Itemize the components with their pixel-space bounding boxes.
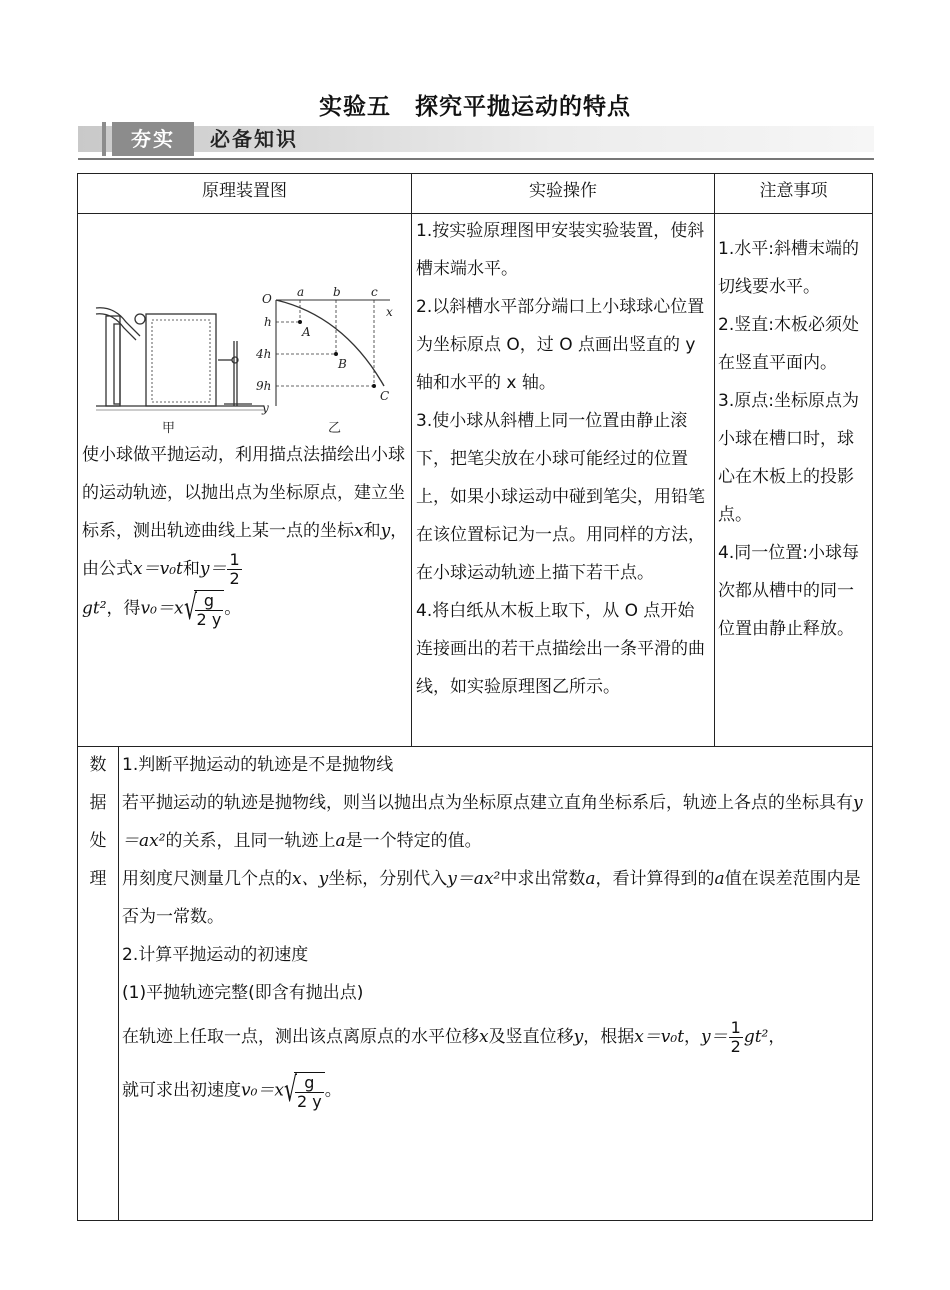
data-para-2	[122, 860, 870, 936]
eq-y-lhs: y＝	[701, 1027, 728, 1047]
data-heading-2: 2.计算平抛运动的初速度	[122, 945, 309, 965]
data-para-3c: ，根据	[583, 1027, 635, 1047]
data-radical-sign: √	[284, 1070, 298, 1110]
col-divider-2	[714, 174, 715, 746]
data-heading-3: (1)平抛轨迹完整(即含有抛出点)	[122, 983, 364, 1003]
point-A-marker	[298, 320, 302, 324]
operation-step-4: 4.将白纸从木板上取下，从 O 点开始连接画出的若干点描绘出一条平滑的曲线，如实验原理图乙所示。	[416, 601, 705, 697]
data-frac-den: 2	[730, 1036, 741, 1056]
principle-var-x: x	[354, 521, 364, 541]
principle-var-y: y	[380, 521, 391, 541]
data-sqrt-den: 2 y	[297, 1091, 322, 1111]
col-divider-data	[118, 746, 119, 1220]
data-processing-label	[78, 746, 118, 898]
principle-formula-x: x＝v₀t	[133, 559, 183, 579]
header-principle: 原理装置图	[202, 181, 287, 201]
note-4: 4.同一位置:小球每次都从槽中的同一位置由静止释放。	[718, 543, 859, 639]
data-para-3d: ，	[768, 1027, 786, 1047]
apparatus-diagram-left	[96, 308, 264, 410]
experiment-table	[77, 173, 873, 1221]
sqrt-expression	[184, 588, 225, 629]
data-para-2b: 坐标，分别代入	[328, 869, 448, 889]
data-para-2a: 用刻度尺测量几个点的	[122, 869, 292, 889]
banner-label: 必备知识	[210, 127, 298, 151]
tick-4h: 4h	[256, 347, 272, 361]
label-a: a	[297, 286, 305, 299]
operation-steps	[416, 212, 710, 706]
label-c: c	[371, 286, 378, 299]
fraction-num: 1	[229, 549, 240, 569]
radical-sign: √	[183, 588, 197, 628]
label-x: x	[386, 305, 393, 319]
section-banner	[78, 120, 874, 158]
caption-jia: 甲	[162, 421, 176, 436]
label-O: O	[262, 292, 272, 306]
note-1: 1.水平:斜槽末端的切线要水平。	[718, 239, 859, 297]
eq-v0: v₀＝x	[241, 1080, 285, 1101]
banner-tag: 夯实	[112, 122, 194, 156]
apparatus-figure	[84, 286, 406, 436]
principle-v0: v₀＝x	[140, 598, 184, 619]
data-fraction-half	[729, 1019, 743, 1056]
var-xy: x、y	[292, 869, 329, 889]
var-a-3: a	[714, 869, 725, 889]
tick-h: h	[264, 315, 272, 329]
var-y-disp: y	[573, 1027, 584, 1047]
data-para-4b: 。	[324, 1080, 342, 1101]
label-C: C	[380, 389, 390, 403]
banner-rule	[78, 158, 874, 160]
col-divider-1	[411, 174, 412, 746]
principle-text	[82, 436, 408, 629]
principle-text-2: 和	[363, 521, 381, 541]
data-para-2e: 值在误差范围内是否为一常数。	[122, 869, 861, 927]
data-sep: ，	[684, 1027, 702, 1047]
data-heading-1: 1.判断平抛运动的轨迹是不是抛物线	[122, 755, 394, 775]
principle-text-6: 。	[224, 598, 242, 619]
label-B: B	[338, 357, 347, 371]
label-char-1: 数	[89, 755, 107, 775]
data-para-3a: 在轨迹上任取一点，测出该点离原点的水平位移	[122, 1027, 479, 1047]
data-para-3	[122, 1018, 870, 1056]
page-title: 实验五 探究平抛运动的特点	[319, 94, 631, 120]
principle-formula-gt2: gt²	[82, 598, 107, 619]
notes-list	[718, 230, 868, 648]
eq-parabola-2: y＝ax²	[447, 869, 501, 889]
label-b: b	[333, 286, 341, 299]
var-x-disp: x	[479, 1027, 489, 1047]
label-y: y	[262, 401, 269, 415]
header-operation: 实验操作	[529, 181, 597, 201]
label-char-3: 处	[89, 831, 107, 851]
point-B-marker	[334, 352, 338, 356]
data-para-2d: ，看计算得到的	[595, 869, 715, 889]
fraction-half	[227, 551, 241, 588]
label-A: A	[302, 325, 311, 339]
banner-strip	[78, 126, 874, 152]
var-a-2: a	[585, 869, 596, 889]
operation-step-3: 3.使小球从斜槽上同一位置由静止滚下，把笔尖放在小球可能经过的位置上，如果小球运动中碰到笔尖，用铅笔在该位置标记为一点。用同样的方法，在小球运动轨迹上描下若干点。	[416, 411, 705, 583]
caption-yi: 乙	[328, 421, 342, 436]
sqrt-den: 2 y	[196, 609, 222, 629]
fraction-den: 2	[229, 568, 240, 588]
data-para-1b: 的关系，且同一轨迹上	[165, 831, 336, 851]
data-para-3b: 及竖直位移	[488, 1027, 574, 1047]
principle-text-5: ，得	[106, 598, 141, 619]
header-notes: 注意事项	[759, 181, 828, 201]
note-3: 3.原点:坐标原点为小球在槽口时，球心在木板上的投影点。	[718, 391, 859, 525]
principle-formula-y: y＝	[199, 559, 227, 579]
eq-parabola: y＝ax²	[122, 793, 863, 851]
sqrt-num: g	[195, 592, 224, 611]
principle-text-4: 和	[182, 559, 200, 579]
data-para-2c: 中求出常数	[500, 869, 586, 889]
data-para-1	[122, 784, 870, 860]
data-para-1a: 若平抛运动的轨迹是抛物线，则当以抛出点为坐标原点建立直角坐标系后，轨迹上各点的坐标具有	[122, 793, 853, 813]
data-sqrt-expression	[284, 1070, 325, 1111]
label-char-2: 据	[89, 793, 107, 813]
data-frac-num: 1	[730, 1017, 741, 1037]
eq-x-v0t: x＝v₀t	[634, 1027, 685, 1047]
data-sqrt-num: g	[295, 1074, 324, 1093]
point-C-marker	[372, 384, 376, 388]
tick-9h: 9h	[256, 379, 272, 393]
operation-step-1: 1.按实验原理图甲安装实验装置，使斜槽末端水平。	[416, 221, 705, 279]
note-2: 2.竖直:木板必须处在竖直平面内。	[718, 315, 859, 373]
trajectory-diagram-right	[276, 300, 390, 406]
var-a: a	[335, 831, 346, 851]
data-para-4	[122, 1070, 870, 1111]
principle-text-1: 使小球做平抛运动，利用描点法描绘出小球的运动轨迹，以抛出点为坐标原点，建立坐标系，测出轨迹曲线上某一点的坐标	[82, 445, 405, 541]
operation-step-2: 2.以斜槽水平部分端口上小球球心位置为坐标原点 O，过 O 点画出竖直的 y 轴和水平的 x 轴。	[416, 297, 705, 393]
label-char-4: 理	[89, 869, 107, 889]
data-para-1c: 是一个特定的值。	[345, 831, 482, 851]
eq-gt2: gt²	[743, 1027, 769, 1047]
principle-text-3: ，由公式	[82, 521, 408, 579]
data-para-4a: 就可求出初速度	[122, 1080, 241, 1101]
data-processing-content	[122, 746, 870, 1111]
